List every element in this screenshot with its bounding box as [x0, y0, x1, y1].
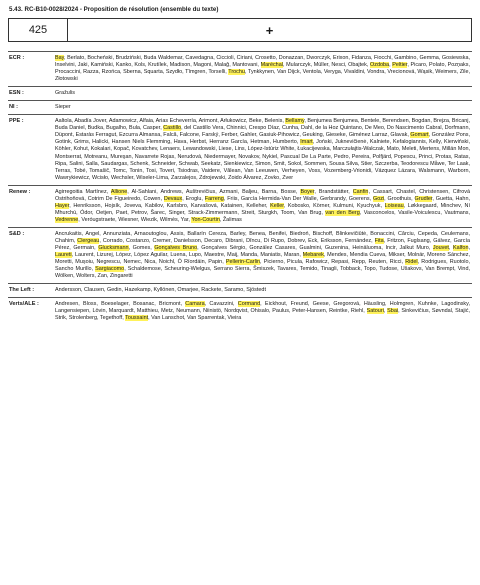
- group-row: [8, 115, 472, 185]
- highlighted-name: Peltier: [392, 62, 408, 69]
- highlighted-name: Sbai: [387, 308, 399, 315]
- highlighted-name: Yon-Courtin: [191, 216, 220, 223]
- vote-summary-box: [8, 18, 472, 42]
- group-label: ECR :: [8, 52, 55, 87]
- highlighted-name: Imart: [300, 139, 313, 146]
- highlighted-name: Satouri: [366, 308, 384, 315]
- group-members: Gražulis: [55, 87, 472, 101]
- group-members: Bay, Berlato, Bocheński, Brudziński, Buda Waldemar, Cavedagna, Ciccioli, Ciriani, Crosetto, Donazzan, Dworczyk, Erixon, Fidanza, Fiocchi, Gambino, Gemma, Gosiewska, Inselvini, Jaki, Kamiński, Kanko, Kols, Krutílek, Madison, Magoni, Malağ, Mantovani, Maréchal, Mularczyk, Müller, Nesci, Obajtek, Ozdoba, Peltier, Picaro, Polato, Pozņaks, Procaccini, Razza, Rzońca, Sberna, Squarta, Szydło, Tîmgren, Torselli, Trochu, Tynkkynen, Van Dijck, Ventola, Veryga, Vivaldini, Vondra, Vrecionová, Wąsik, Weimers, Zile, Złotowski: [55, 52, 472, 87]
- highlighted-name: Grudler: [414, 195, 433, 202]
- highlighted-name: Mebarek: [302, 252, 324, 259]
- highlighted-name: Vedrenne: [55, 216, 79, 223]
- group-row: [8, 298, 472, 326]
- highlighted-name: Keller: [270, 202, 284, 209]
- group-label: NI :: [8, 101, 55, 115]
- vote-sign: +: [265, 22, 274, 38]
- highlighted-name: Boyer: [300, 188, 315, 195]
- group-members: Andersson, Clausen, Gedin, Hazekamp, Kyllönen, Omarjee, Rackete, Saramo, Sjöstedt: [55, 284, 472, 298]
- group-members: Aaltola, Abadía Jover, Adamowicz, Alfaia, Arias Echeverría, Arimont, Arłukowicz, Beke, Belenis, Bellamy, Benjumea Benjumea, Bentele, Berendsen, Bogdan, Brejza, Bricanj, Buda Daniel, Budka, Bugalho, Bula, Casper, Castillo, del Castillo Vera, Chinnici, Crespo Díaz, Cunha, Dahl, de la Hoz Quintano, De Meo, Do Nascimento Cabral, Dorfmann, Düpont, Estaràs Ferragut, Ezcurra Almansa, Falcă, Falcone, Farský, Ferber, Gahler, Gasiuk-Pihowicz, Geuking, Gieseke, Giménez Larraz, Glavak, Gomart, González Pons, Gotink, Grims, Halicki, Hansen Niels Flemming, Hava, Herbst, Herranz García, Hetman, Humberto, Imart, Joński, Juknevičienė, Kalniete, Kefalogiannis, Kelly, Kierwiński, Köhler, Kohut, Kokalari, Kopač, Kovatchev, Lenaers, Lewandowski, Liese, Lins, López-Istúriz White, Łukacijewska, Marczułajtis-Walczak, Mato, Meleti, Mertens, Millán Mon, Montserrat, Motreanu, Mureşan, Navarrete Rojas, Nerudová, Niedermayer, Novakov, Nykiel, Pascual De La Parte, Pedro, Pereira, Polfjärd, Popescu, Princi, Protas, Ratas, Ripa, Salini, Salla, Saudargas, Schenk, Schneider, Schwab, Seekatz, Sienkiewicz, Simon, Smit, Sokol, Sommen, Sousa Silva, Stier, Szczerba, Teodorescu Måwe, Ter Laak, Terras, Tobé, Tomašič, Tomc, Tonin, Tosi, Toveri, Tsiodras, Vaidere, Vălean, Van Leeuwen, Verheyen, Voss, Vozemberg-Vrionidi, Vázquez Lázara, Walsmann, Warborn, Wawrykiewicz, Wcisło, Wechsler, Wiseler-Lima, Zarzalejos, Zdrojewski, Zoido Álvarez, Zovko, Zver: [55, 115, 472, 185]
- highlighted-name: Farreng: [204, 195, 224, 202]
- highlighted-name: Canfin: [352, 188, 369, 195]
- group-row: [8, 185, 472, 227]
- group-row: [8, 101, 472, 115]
- highlighted-name: van den Berg: [325, 209, 360, 216]
- group-label: PPE :: [8, 115, 55, 185]
- highlighted-name: Clergeau: [77, 237, 100, 244]
- group-row: [8, 284, 472, 298]
- highlighted-name: Pellerin-Carlin: [225, 259, 261, 266]
- highlighted-name: Ozdoba: [370, 62, 390, 69]
- highlighted-name: Castillo: [163, 125, 182, 132]
- highlighted-name: Devaux: [163, 195, 183, 202]
- highlighted-name: Cormand: [237, 301, 261, 308]
- highlighted-name: Sargiacomo: [95, 266, 125, 273]
- group-row: [8, 52, 472, 87]
- section-title: 5.43. RC-B10-0028/2024 - Proposition de résolution (ensemble du texte): [9, 6, 219, 13]
- group-label: Verts/ALE :: [8, 298, 55, 326]
- group-label: The Left :: [8, 284, 55, 298]
- highlighted-name: Gonçalves Bruno: [154, 245, 198, 252]
- highlighted-name: Hayer: [55, 202, 70, 209]
- group-table: [8, 51, 472, 325]
- highlighted-name: Bellamy: [285, 118, 305, 125]
- group-row: [8, 87, 472, 101]
- highlighted-name: Camara: [185, 301, 205, 308]
- group-label: S&D :: [8, 227, 55, 283]
- group-row: [8, 227, 472, 283]
- highlighted-name: Laureti: [55, 252, 72, 259]
- highlighted-name: Fita: [374, 237, 384, 244]
- highlighted-name: Trochu: [228, 69, 245, 76]
- highlighted-name: Gozi: [372, 195, 385, 202]
- group-label: ESN :: [8, 87, 55, 101]
- highlighted-name: Kalfon: [453, 245, 469, 252]
- group-members: Sieper: [55, 101, 472, 115]
- group-members: Ancrukaitis, Angel, Annunziata, Arnaoutoglou, Assis, Ballarín Cereza, Barley, Benea, Benifei, Biedroń, Bischoff, Blinkevičiūtė, Bonaccini, Cărciu, Cepeda, Ceulemans, Chahim, Clergeau, Corrado, Costanzo, Cremer, Danielsson, Decaro, Dibrani, Dîncu, Di Rupo, Dobrev, Eck, Eriksson, Fernández, Fita, Fritzon, Fuglsang, Gálvez, García Pérez, Germain, Glucksmann, Gomes, Gonçalves Bruno, Gonçalves Sérgio, González Casares, Gualmini, Guzenina, Heinäluoma, Incir, Jalkut Muro, Jouvet, Kalfon, Laureti, Laurent, Lizurej, López, López Aguilar, Luena, Lupo, Maestre, Maij, Manda, Maniatis, Maran, Mebarek, Mendes, Mendia Cueva, Mikser, Molnár, Moreno Sánchez, Moretti, Mușoiu, Negrescu, Nemec, Nica, Noichl, Ó Ríordáin, Papin, Pellerin-Carlin, Picierno, Picula, Rafowicz, Repasi, Repp, Reuten, Ricci, Ridel, Rodrigues, Ruotolo, Sancho Murillo, Sargiacomo, Schaldemose, Scheuring-Wielgus, Serrano Sierra, Šmiszek, Tavares, Temido, Tinagli, Tobback, Topo, Tudose, Ušakovs, Van Brempt, Vind, Wölken, Wolters, Zan, Zingaretti: [55, 227, 472, 283]
- highlighted-name: Loiseau: [384, 202, 404, 209]
- group-label: Renew :: [8, 185, 55, 227]
- highlighted-name: Maréchal: [260, 62, 283, 69]
- highlighted-name: Gomart: [410, 132, 429, 139]
- highlighted-name: Toussaint: [125, 315, 149, 322]
- highlighted-name: Bay: [55, 55, 64, 61]
- highlighted-name: Glucksmann: [98, 245, 129, 252]
- group-members: Andresen, Bloss, Boeselager, Bosanac, Bricmont, Camara, Cavazzini, Cormand, Eickhout, Freund, Geese, Gregorová, Häusling, Holmgren, Kuhnke, Lagodinsky, Langensiepen, Lövin, Marquardt, Matthieu, Metz, Neumann, Niinistö, Nordqvist, Ohisalo, Paulus, Peter-Hansen, Reintke, Riehl, Satouri, Sbai, Sinkevičius, Søvndal, Stajić, Strik, Strolenberg, Tegethoff, Toussaint, Van Lanschot, Van Sparrentak, Vieira: [55, 298, 472, 326]
- vote-count: 425: [9, 19, 68, 41]
- highlighted-name: Jouvet: [432, 245, 449, 252]
- group-members: Agirregoitia Martínez, Allione, Al-Sahlani, Andrews, Auštrevičius, Azmani, Baljeu, Barna, Bosse, Boyer, Brandstätter, Canfin, Cassart, Chastel, Christensen, Cifrová Ostrihoňová, Cotrim De Figueiredo, Cowen, Devaux, Eroglu, Farreng, Friis, García Hermida-Van Der Walle, Gerbrandy, Goerens, Gozi, Groothuis, Grudler, Guetta, Hahn, Hayer, Henriksson, Hojsík, Joveva, Kabilov, Karlsbro, Karvašová, Katainen, Kelleher, Keller, Kobosko, Körner, Kulmuni, Kyuchyuk, Loiseau, Løkkegaard, Minchev, Ní Mhurchú, Ódor, Oetjen, Paet, Petrov, Šarec, Singer, Strack-Zimmermann, Streit, Sturgkh, Toom, Van Brug, van den Berg, Vasconcelos, Vasile-Voiculescu, Vautmans, Vedrenne, Veróugstraete, Wiesner, Wiezik, Wilmès, Yar, Yon-Courtin, Žalimas: [55, 185, 472, 227]
- highlighted-name: Allione: [110, 188, 128, 195]
- highlighted-name: Ridel: [405, 259, 418, 266]
